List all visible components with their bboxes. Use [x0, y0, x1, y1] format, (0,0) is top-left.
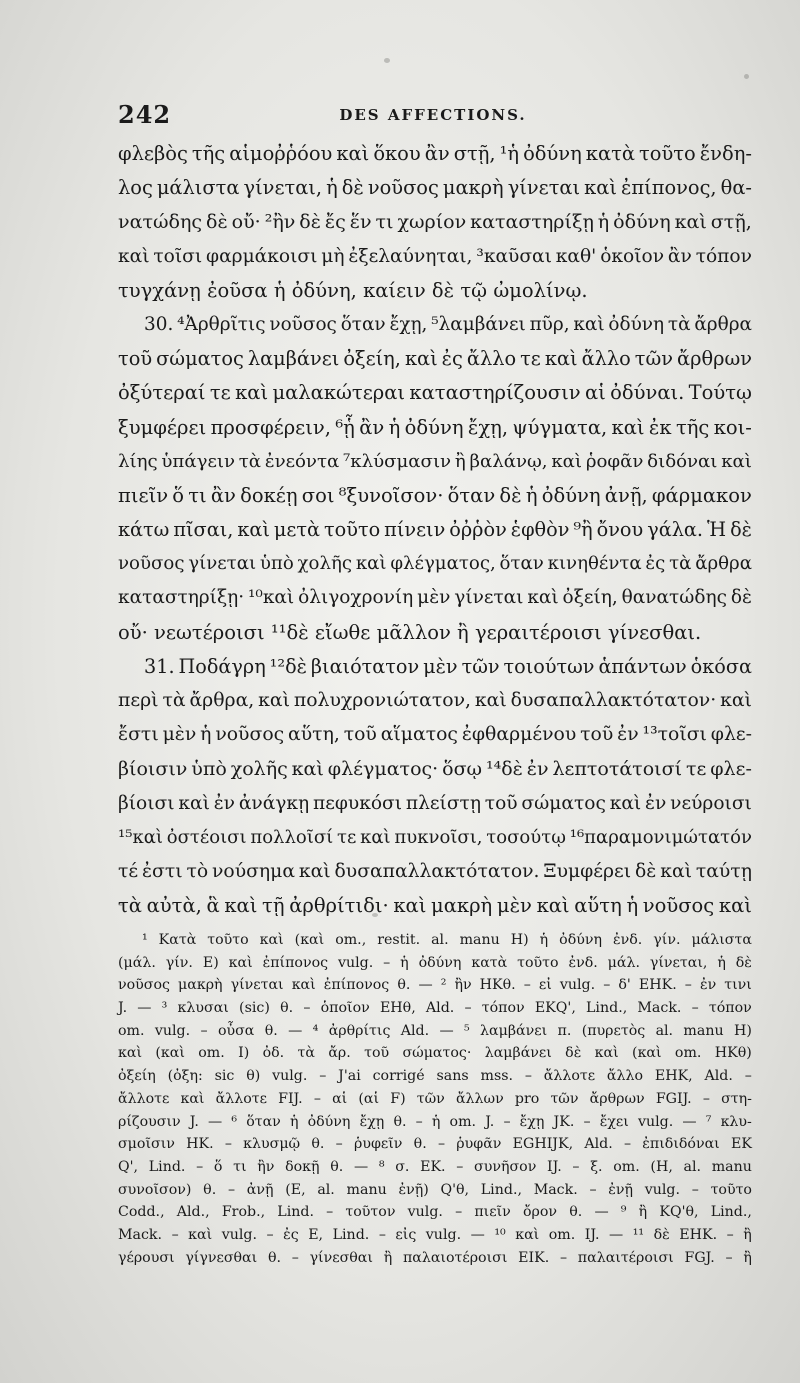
text-line: ¹⁵καὶ ὀστέοισι πολλοῖσί τε καὶ πυκνοῖσι, τοσούτῳ ¹⁶παραμονιμώτατόν [118, 826, 752, 848]
text-line: πιεῖν ὅ τι ἂν δοκέῃ σοι ⁸ξυνοῖσον· ὅταν δὲ ἡ ὀδύνη ἀνῇ, φάρμακον [118, 483, 752, 507]
text-line: λος μάλιστα γίνεται, ἡ δὲ νοῦσος μακρὴ γίνεται καὶ ἐπίπονος, θα- [118, 176, 752, 200]
footnote-line: J. — ³ κλυσαι (sic) θ. – ὁποῖον EHθ, Ald. – τόπον EKQ', Lind., Mack. – τόπον [118, 1000, 752, 1017]
footnote-line: (μάλ. γίν. E) καὶ ἐπίπονος vulg. – ἡ ὀδύνη κατὰ τοῦτο ἐνδ. μάλ. γίνεται, ἡ δὲ [118, 954, 752, 971]
footnotes [118, 929, 752, 1269]
footnote-line: συνοῖσον) θ. – ἀνῇ (E, al. manu ἐνῇ) Q'θ, Lind., Mack. – ἐνῇ vulg. – τοῦτο [118, 1181, 752, 1198]
footnote-line: ρίζουσιν J. — ⁶ ὅταν ἡ ὀδύνη ἔχῃ θ. – ἡ om. J. – ἔχῃ JK. – ἔχει vulg. — ⁷ κλυ- [118, 1113, 752, 1130]
text-line: νατώδης δὲ οὔ· ²ἢν δὲ ἔς ἕν τι χωρίον καταστηρίξῃ ἡ ὀδύνη καὶ στῇ, [118, 211, 752, 234]
ink-speck [384, 58, 390, 63]
main-text [118, 137, 752, 923]
text-line: κάτω πῖσαι, καὶ μετὰ τοῦτο πίνειν ὀῤῥὸν ἑφθὸν ⁹ἢ ὄνου γάλα. Ἡ δὲ [118, 518, 752, 542]
text-line: ὀξύτεραί τε καὶ μαλακώτεραι καταστηρίζουσιν αἱ ὀδύναι. Τούτῳ [118, 381, 752, 405]
text-line: καταστηρίξῃ· ¹⁰καὶ ὀλιγοχρονίη μὲν γίνεται καὶ ὀξείη, θανατώδης δὲ [118, 587, 752, 609]
text-line: βίοισι καὶ ἐν ἀνάγκῃ πεφυκόσι πλείστῃ τοῦ σώματος καὶ ἐν νεύροισι [118, 792, 752, 814]
page-number: 242 [118, 100, 172, 129]
ink-speck [744, 74, 749, 79]
footnote-line: καὶ (καὶ om. I) ὀδ. τὰ ἄρ. τοῦ σώματος· λαμβάνει δὲ καὶ (καὶ om. HKθ) [118, 1045, 752, 1062]
footnote-line: Q', Lind. – ὅ τι ἢν δοκῇ θ. — ⁸ σ. EK. – συνῆσον IJ. – ξ. om. (H, al. manu [118, 1158, 752, 1175]
section-30-start: 30. ⁴Ἀρθρῖτις νοῦσος ὅταν ἔχῃ, ⁵λαμβάνει πῦρ, καὶ ὀδύνη τὰ ἄρθρα [144, 313, 752, 335]
text-line: περὶ τὰ ἄρθρα, καὶ πολυχρονιώτατον, καὶ δυσαπαλλακτότατον· καὶ [118, 690, 752, 711]
text-line: νοῦσος γίνεται ὑπὸ χολῆς καὶ φλέγματος, ὅταν κινηθέντα ἐς τὰ ἄρθρα [118, 553, 752, 575]
footnote-line: ἄλλοτε καὶ ἄλλοτε FIJ. – αἱ (αἱ F) τῶν ἄλλων pro τῶν ἄρθρων FGIJ. – στη- [118, 1090, 752, 1107]
text-line: ξυμφέρει προσφέρειν, ⁶ᾗ ἂν ἡ ὀδύνη ἔχῃ, ψύγματα, καὶ ἐκ τῆς κοι- [118, 415, 752, 439]
text-line: τὰ αὐτὰ, ἃ καὶ τῇ ἀρθρίτιδι· καὶ μακρὴ μὲν καὶ αὕτη ἡ νοῦσος καὶ [118, 894, 752, 918]
text-line: τοῦ σώματος λαμβάνει ὀξείη, καὶ ἐς ἄλλο τε καὶ ἄλλο τῶν ἄρθρων [118, 347, 752, 371]
footnote-line: ὀξείη (ὀξη: sic θ) vulg. – J'ai corrigé sans mss. – ἄλλοτε ἄλλο EHK, Ald. – [118, 1068, 752, 1085]
footnote-line: σμοῖσιν HK. – κλυσμῷ θ. – ῥυφεῖν θ. – ῥυφᾶν EGHIJK, Ald. – ἐπιδιδόναι EK [118, 1136, 752, 1153]
section-31-start: 31. Ποδάγρη ¹²δὲ βιαιότατον μὲν τῶν τοιούτων ἁπάντων ὁκόσα [144, 654, 752, 678]
text-line: οὔ· νεωτέροισι ¹¹δὲ εἴωθε μᾶλλον ἢ γεραιτέροισι γίνεσθαι. [118, 620, 702, 644]
text-line: ἔστι μὲν ἡ νοῦσος αὕτη, τοῦ αἵματος ἐφθαρμένου τοῦ ἐν ¹³τοῖσι φλε- [118, 724, 752, 746]
footnote-line: om. vulg. – οὖσα θ. — ⁴ ἀρθρίτις Ald. — ⁵ λαμβάνει π. (πυρετὸς al. manu H) [118, 1022, 752, 1039]
footnote-line: Codd., Ald., Frob., Lind. – τοῦτον vulg. – πιεῖν ὄρον θ. — ⁹ ἢ KQ'θ, Lind., [118, 1204, 752, 1221]
text-line: βίοισιν ὑπὸ χολῆς καὶ φλέγματος· ὅσῳ ¹⁴δὲ ἐν λεπτοτάτοισί τε φλε- [118, 758, 752, 781]
text-line: φλεβὸς τῆς αἱμοῤῥόου καὶ ὅκου ἂν στῇ, ¹ἡ ὀδύνη κατὰ τοῦτο ἔνδη- [118, 142, 752, 165]
page-header [118, 100, 748, 130]
footnote-line: νοῦσος μακρὴ γίνεται καὶ ἐπίπονος θ. — ² ἢν HKθ. – εἰ vulg. – δ' EHK. – ἐν τινι [118, 977, 752, 994]
footnote-line: Mack. – καὶ vulg. – ἐς E, Lind. – εἰς vulg. — ¹⁰ καὶ om. IJ. — ¹¹ δὲ EHK. – ἢ [118, 1226, 752, 1243]
text-line: τυγχάνῃ ἐοῦσα ἡ ὀδύνη, καίειν δὲ τῷ ὠμολίνῳ. [118, 278, 588, 302]
footnote-line: ¹ Κατὰ τοῦτο καὶ (καὶ om., restit. al. manu H) ἡ ὀδύνη ἐνδ. γίν. μάλιστα [142, 932, 752, 948]
text-line: καὶ τοῖσι φαρμάκοισι μὴ ἐξελαύνηται, ³καῦσαι καθ' ὁκοῖον ἂν τόπον [118, 245, 752, 267]
running-title: DES AFFECTIONS. [339, 106, 527, 124]
footnote-line: γέρουσι γίγνεσθαι θ. – γίνεσθαι ἢ παλαιοτέροισι EIK. – παλαιτέροισι FGJ. – ἢ [118, 1249, 752, 1266]
text-line: τέ ἐστι τὸ νούσημα καὶ δυσαπαλλακτότατον. Ξυμφέρει δὲ καὶ ταύτῃ [118, 860, 752, 882]
text-line: λίης ὑπάγειν τὰ ἐνεόντα ⁷κλύσμασιν ἢ βαλάνῳ, καὶ ῥοφᾶν διδόναι καὶ [118, 450, 752, 472]
